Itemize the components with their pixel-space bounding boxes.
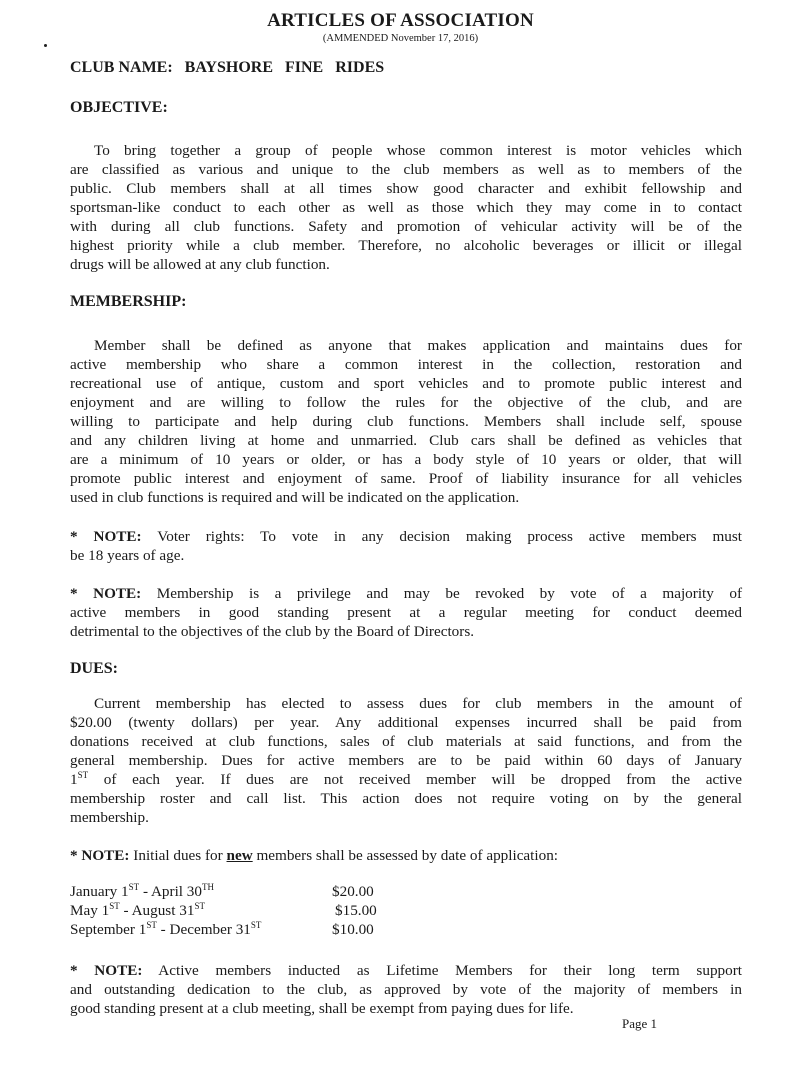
paragraph-line [70,961,742,980]
note-text: Membership is a privilege and may be revoked by vote of a majority of [156,585,743,602]
paragraph-line [70,770,742,789]
paragraph-line: Member shall be defined as anyone that makes application and maintains dues for [94,337,742,354]
paragraph-line: detrimental to the objectives of the club by the Board of Directors. [70,623,475,640]
ordinal-suffix: TH [202,882,214,892]
schedule-row [70,901,377,920]
club-name-line [70,59,384,77]
paragraph-line [70,846,742,865]
paragraph-line: recreational use of antique, custom and sport vehicles and to promote public interest and [70,375,742,392]
objective-heading: OBJECTIVE: [70,99,168,116]
paragraph-line: promote public interest and enjoyment of same. Proof of liability insurance for all vehicles [70,470,742,487]
paragraph-line: $20.00 (twenty dollars) per year. Any additional expenses incurred shall be paid from [70,714,742,731]
note-text: Initial dues for [133,847,227,864]
note-label: * NOTE: [70,585,142,602]
paragraph-line: sportsman-like conduct to each other as well as those which they may come in to contact [70,199,742,216]
ordinal-suffix: ST [250,920,262,930]
paragraph-line: public. Club members shall at all times show good character and exhibit fellowship and [70,180,742,197]
note-label: * NOTE: [70,962,143,979]
dues-schedule [70,882,377,939]
ordinal-suffix: ST [146,920,157,930]
period-end: - April 30 [139,883,202,900]
document-title: ARTICLES OF ASSOCIATION [267,10,534,31]
paragraph-line: drugs will be allowed at any club function. [70,256,330,273]
revocation-note [70,584,742,641]
paragraph-line: general membership. Dues for active members are to be paid within 60 days of January [70,752,742,769]
note-label: * NOTE: [70,847,130,864]
schedule-period [70,882,332,901]
schedule-amount: $15.00 [335,902,377,919]
paragraph-line: donations received at club functions, sales of club materials at said functions, and from the [70,733,742,750]
paragraph-line: membership. [70,809,149,826]
membership-paragraph [70,336,742,507]
schedule-period [70,920,332,939]
note-label: * NOTE: [70,528,142,545]
ordinal-number: 1 [70,771,78,788]
period-start: January 1 [70,883,129,900]
ordinal-suffix: ST [77,770,89,780]
dues-paragraph [70,694,742,827]
ordinal-suffix: ST [128,882,140,892]
schedule-amount: $20.00 [332,883,374,900]
paragraph-line [70,527,742,546]
dues-heading: DUES: [70,660,119,677]
schedule-row [70,920,377,939]
paragraph-line: and any children living at home and unmarried. Club cars shall be defined as vehicles that [70,432,742,449]
paragraph-line: enjoyment and are willing to follow the rules for the objective of the club, and are [70,394,742,411]
ordinal-suffix: ST [109,901,120,911]
note-text: Voter rights: To vote in any decision making process active members must [157,528,743,545]
line-text: of each year. If dues are not received member will be dropped from the active [88,771,742,788]
initial-dues-note [70,846,742,865]
paragraph-line: good standing present at a club meeting, shall be exempt from paying dues for life. [70,1000,574,1017]
club-name-label: CLUB NAME: [70,59,173,76]
note-text: members shall be assessed by date of application: [252,847,559,864]
period-start: May 1 [70,902,110,919]
paragraph-line: used in club functions is required and will be indicated on the application. [70,489,520,506]
paragraph-line: membership roster and call list. This action does not require voting on by the general [70,790,742,807]
paragraph-line [70,584,742,603]
ordinal-suffix: ST [194,901,205,911]
lifetime-member-note [70,961,742,1018]
note-text: Active members inducted as Lifetime Members for their long term support [158,962,742,979]
schedule-row [70,882,377,901]
paragraph-line: are classified as various and unique to the club members as well as to members of the [70,161,742,178]
paragraph-line: active membership who share a common interest in the collection, restoration and [70,356,742,373]
paragraph-line: To bring together a group of people whose common interest is motor vehicles which [94,142,742,159]
emphasized-word: new [226,847,253,864]
schedule-amount: $10.00 [332,921,374,938]
scan-speck [44,44,47,47]
period-end: - August 31 [119,902,195,919]
voter-rights-note [70,527,742,565]
paragraph-line: are a minimum of 10 years or older, or has a body style of 10 years or older, that will [70,451,742,468]
paragraph-line: highest priority while a club member. Therefore, no alcoholic beverages or illicit or illegal [70,237,742,254]
paragraph-line: with during all club functions. Safety and promotion of vehicular activity will be of the [70,218,742,235]
document-subtitle: (AMMENDED November 17, 2016) [322,33,479,44]
period-end: - December 31 [156,921,251,938]
period-start: September 1 [70,921,147,938]
schedule-period [70,901,332,920]
club-name-value: BAYSHORE FINE RIDES [184,59,385,76]
paragraph-line: Current membership has elected to assess dues for club members in the amount of [94,695,742,712]
page-number: Page 1 [622,1016,658,1031]
paragraph-line: willing to participate and help during club functions. Members shall include self, spouse [70,413,742,430]
paragraph-line: be 18 years of age. [70,547,185,564]
membership-heading: MEMBERSHIP: [70,293,187,310]
paragraph-line: active members in good standing present at a regular meeting for conduct deemed [70,604,742,621]
objective-paragraph [70,141,742,274]
paragraph-line: and outstanding dedication to the club, as approved by vote of the majority of members in [70,981,742,998]
